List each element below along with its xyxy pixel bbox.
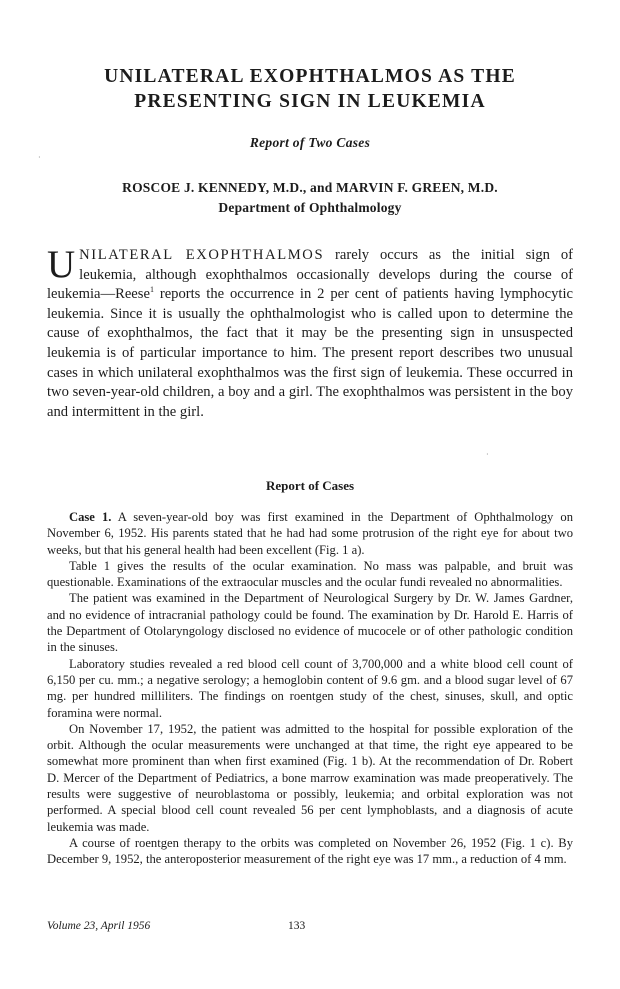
intro-caps-run: NILATERAL EXOPHTHALMOS — [79, 247, 325, 263]
article-subtitle: Report of Two Cases — [249, 135, 371, 150]
body-paragraph: A course of roentgen therapy to the orbits was completed on November 26, 1952 (Fig. 1 c). By December 9, 1952, the anteroposterior measurement of the right eye was 17 mm., a reduction of 4 mm. — [47, 835, 573, 867]
case-label: Case 1. — [69, 510, 112, 524]
department: Department of Ophthalmology — [218, 200, 402, 215]
intro-text-a: rarely occurs as the initial sign of leukemia, although exophthalmos occasionally develops during the course of leukemia—Reese — [47, 247, 573, 303]
reference-superscript: 1 — [149, 285, 154, 295]
body-paragraph: Table 1 gives the results of the ocular examination. No mass was palpable, and bruit was questionable. Examinations of the extraocular muscles and the ocular fundi revealed no abnormalities. — [47, 558, 573, 590]
paragraph-text: A seven-year-old boy was first examined in the Department of Ophthalmology on November 6, 1952. His parents stated that he had had some protrusion of the right eye for about two weeks, but that his general health had been excellent (Fig. 1 a). — [47, 510, 573, 557]
intro-text-b: reports the occurrence in 2 per cent of patients having lymphocytic leukemia. Since it is usually the ophthalmologist who is called upon to determine the cause of exophthalmos, the fact that it may be the presenting sign in unsuspected leukemia is of particular importance to him. The present report describes two unusual cases in which unilateral exophthalmos was the first sign of leukemia. These occurred in two seven-year-old children, a boy and a girl. The exophthalmos was persistent in the boy and intermittent in the girl. — [47, 286, 573, 420]
drop-cap: U — [47, 243, 76, 286]
body-paragraph: Laboratory studies revealed a red blood cell count of 3,700,000 and a white blood cell count of 6,150 per cu. mm.; a negative serology; a hemoglobin content of 9.6 gm. and a blood sugar level of 67 mg. per hundred milliliters. The findings on roentgen study of the chest, sinuses, skull, and optic foramina were normal. — [47, 656, 573, 720]
title-line-1: UNILATERAL EXOPHTHALMOS AS THE — [104, 66, 516, 87]
body-paragraph: The patient was examined in the Department of Neurological Surgery by Dr. W. James Gardner, and no evidence of intracranial pathology could be found. The examination by Dr. Harold E. Harris of the Department of Otolaryngology disclosed no evidence of mucocele or of other pathologic condition in the sinuses. — [47, 591, 573, 655]
title-line-2: PRESENTING SIGN IN LEUKEMIA — [134, 91, 486, 112]
volume-line: Volume 23, April 1956 — [47, 920, 151, 932]
stray-mark: · — [38, 153, 41, 162]
article-title — [0, 64, 620, 114]
stray-mark: · — [486, 450, 489, 459]
body-paragraph: On November 17, 1952, the patient was admitted to the hospital for possible exploration of the orbit. Although the ocular measurements were unchanged at that time, the right eye appeared to be somewhat more prominent than when first examined (Fig. 1 b). At the recommendation of Dr. Robert D. Mercer of the Department of Pediatrics, a bone marrow examination was made preoperatively. The results were suggestive of neuroblastoma or possibly, leukemia; and orbital exploration was not performed. A special blood cell count revealed 56 per cent lymphoblasts, and a diagnosis of acute leukemia was made. — [47, 721, 573, 834]
author-names: ROSCOE J. KENNEDY, M.D., and MARVIN F. GREEN, M.D. — [122, 180, 498, 195]
section-heading: Report of Cases — [265, 478, 355, 493]
body-paragraph — [47, 509, 573, 558]
author-block — [0, 178, 620, 218]
intro-paragraph — [47, 243, 573, 422]
page-number: 133 — [288, 920, 306, 932]
body-text — [47, 509, 573, 868]
